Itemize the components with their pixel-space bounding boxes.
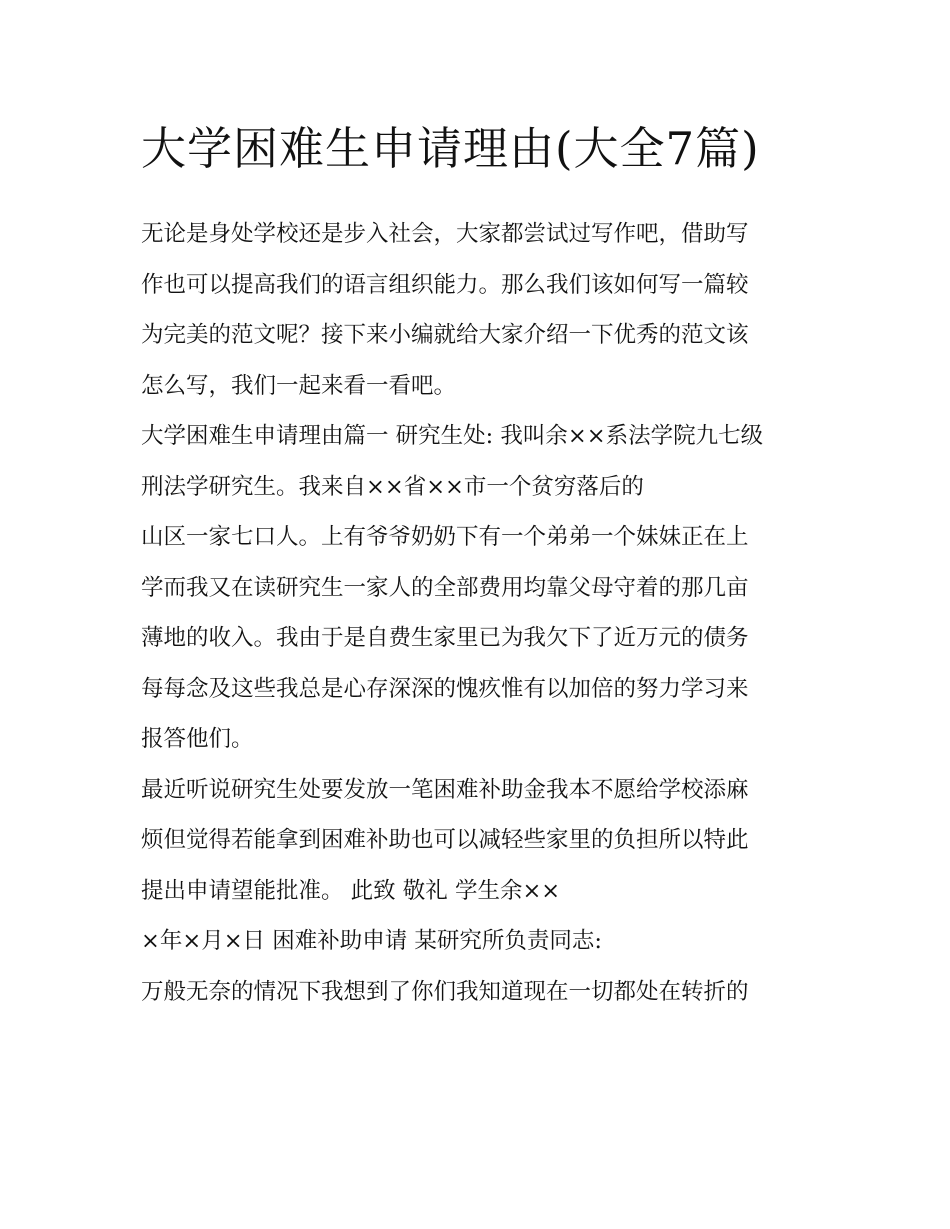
body-line: ×年×月×日 困难补助申请 某研究所负责同志: [141, 928, 602, 954]
body-line: 为完美的范文呢？接下来小编就给大家介绍一下优秀的范文该 [141, 322, 749, 348]
body-line: 万般无奈的情况下我想到了你们我知道现在一切都处在转折的 [141, 978, 749, 1005]
body-line: 怎么写，我们一起来看一看吧。 [141, 372, 457, 399]
body-line: 山区一家七口人。上有爷爷奶奶下有一个弟弟一个妹妹正在上 [141, 524, 749, 550]
body-line: 报答他们。 [141, 726, 254, 752]
body-line: 烦但觉得若能拿到困难补助也可以减轻些家里的负担所以特此 [141, 827, 749, 853]
document-page [141, 112, 813, 1017]
body-line: 作也可以提高我们的语言组织能力。那么我们该如何写一篇较 [141, 271, 749, 298]
body-line: 每每念及这些我总是心存深深的愧疚惟有以加倍的努力学习来 [141, 675, 749, 702]
body-line: 提出申请望能批准。 此致 敬礼 学生余×× [141, 877, 561, 904]
body-line: 大学困难生申请理由篇一 研究生处: 我叫余××系法学院九七级 [141, 423, 764, 449]
document-title: 大学困难生申请理由(大全7篇) [141, 122, 760, 175]
body-line: 学而我又在读研究生一家人的全部费用均靠父母守着的那几亩 [141, 574, 749, 601]
document-body [141, 209, 813, 1017]
body-line: 刑法学研究生。我来自××省××市一个贫穷落后的 [141, 473, 644, 500]
body-line: 最近听说研究生处要发放一笔困难补助金我本不愿给学校添麻 [141, 776, 749, 803]
body-line: 薄地的收入。我由于是自费生家里已为我欠下了近万元的债务 [141, 625, 749, 651]
body-line: 无论是身处学校还是步入社会，大家都尝试过写作吧，借助写 [141, 221, 749, 247]
